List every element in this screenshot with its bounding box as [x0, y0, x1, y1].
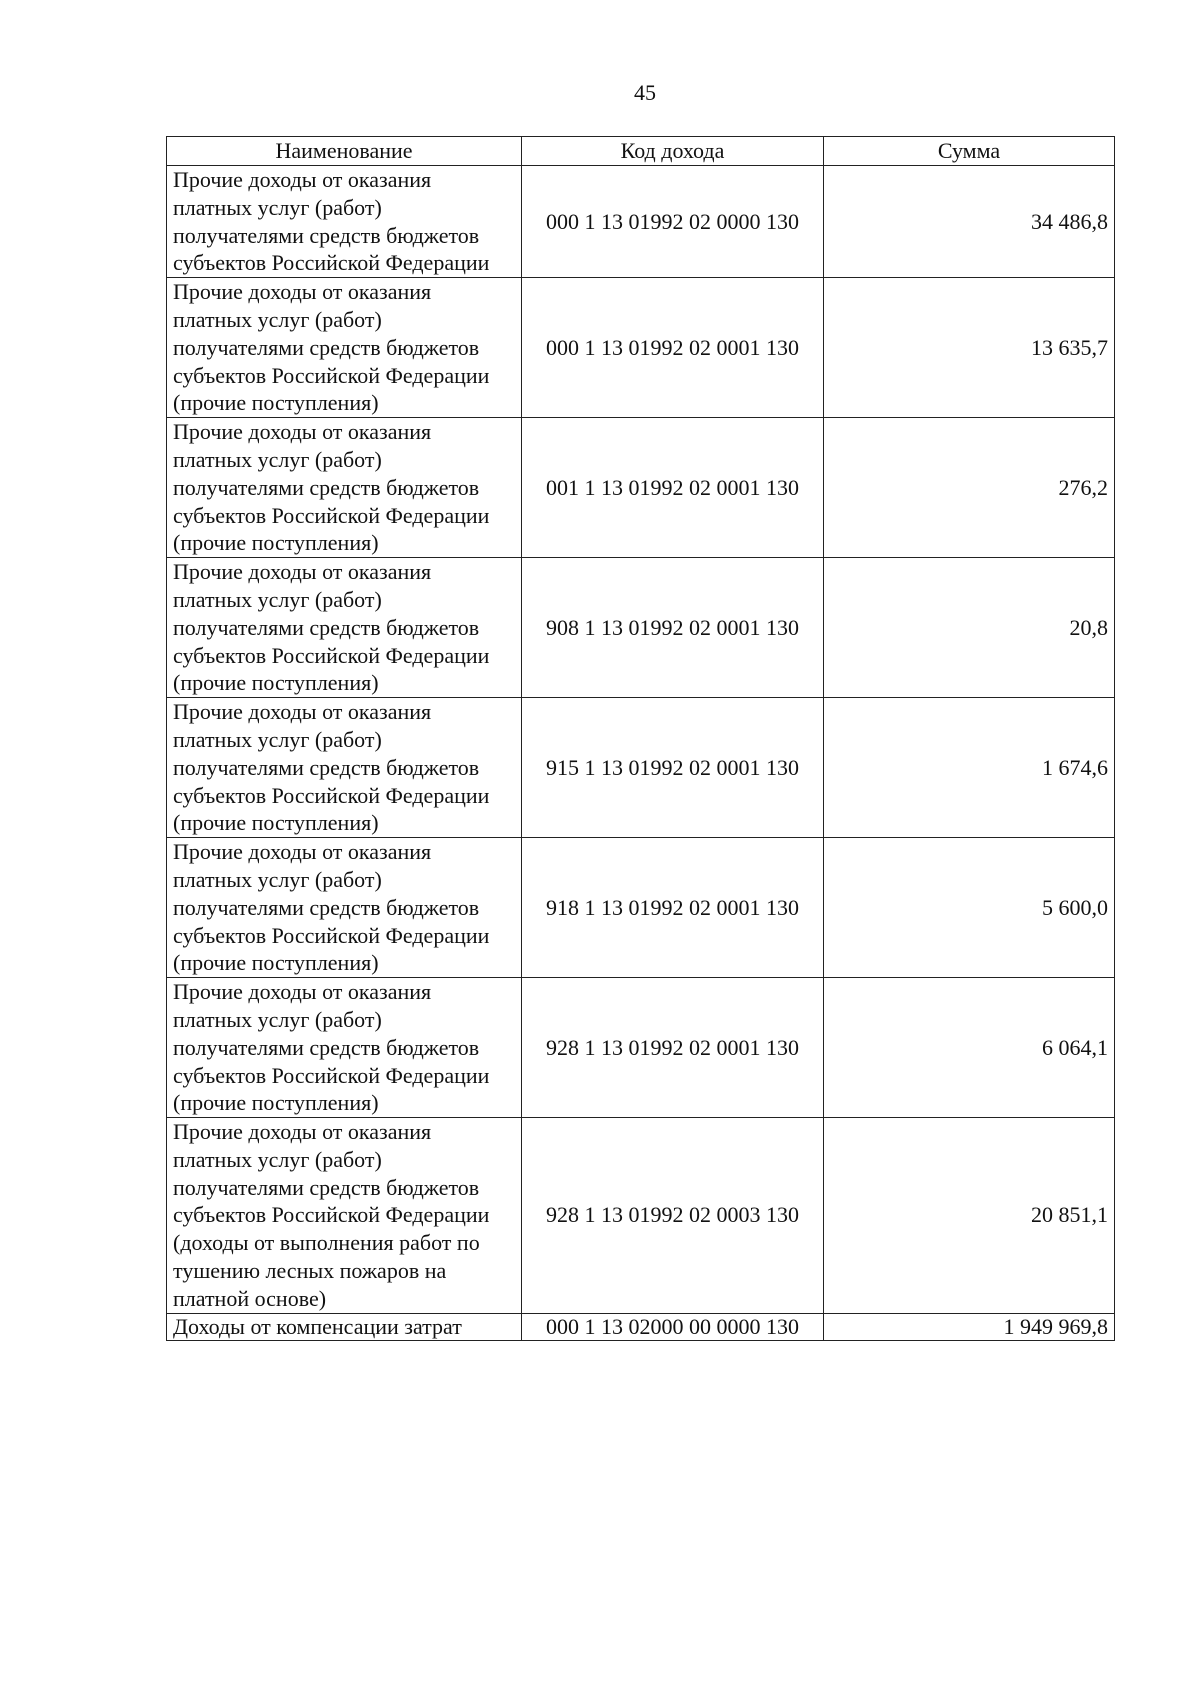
- table-row: [167, 978, 1115, 1118]
- income-sum: 1 674,6: [824, 698, 1115, 838]
- income-code: 000 1 13 01992 02 0001 130: [522, 278, 824, 418]
- income-sum: 5 600,0: [824, 838, 1115, 978]
- page-number: 45: [634, 80, 656, 105]
- table-row: [167, 166, 1115, 278]
- header-code: Код дохода: [522, 137, 824, 166]
- table-row: [167, 278, 1115, 418]
- income-code: 001 1 13 01992 02 0001 130: [522, 418, 824, 558]
- income-code: 915 1 13 01992 02 0001 130: [522, 698, 824, 838]
- header-name: Наименование: [167, 137, 522, 166]
- table-row: [167, 558, 1115, 698]
- income-name: Прочие доходы от оказания платных услуг (работ) получателями средств бюджетов субъектов Российской Федерации (доходы от выполнения работ по тушению лесных пожаров на платной основе): [167, 1118, 522, 1314]
- income-name: Доходы от компенсации затрат: [167, 1313, 522, 1340]
- income-name: Прочие доходы от оказания платных услуг (работ) получателями средств бюджетов субъектов Российской Федерации (прочие поступления): [167, 278, 522, 418]
- income-sum: 276,2: [824, 418, 1115, 558]
- income-name: Прочие доходы от оказания платных услуг (работ) получателями средств бюджетов субъектов Российской Федерации: [167, 166, 522, 278]
- header-sum: Сумма: [824, 137, 1115, 166]
- income-sum: 13 635,7: [824, 278, 1115, 418]
- income-code: 000 1 13 01992 02 0000 130: [522, 166, 824, 278]
- income-name: Прочие доходы от оказания платных услуг (работ) получателями средств бюджетов субъектов Российской Федерации (прочие поступления): [167, 698, 522, 838]
- income-table: [166, 136, 1115, 1341]
- table-row-total: [167, 1313, 1115, 1340]
- income-name: Прочие доходы от оказания платных услуг (работ) получателями средств бюджетов субъектов Российской Федерации (прочие поступления): [167, 838, 522, 978]
- income-sum: 6 064,1: [824, 978, 1115, 1118]
- income-code: 908 1 13 01992 02 0001 130: [522, 558, 824, 698]
- table-row: [167, 698, 1115, 838]
- income-sum: 20,8: [824, 558, 1115, 698]
- income-code: 000 1 13 02000 00 0000 130: [522, 1313, 824, 1340]
- table-row: [167, 838, 1115, 978]
- table-header-row: [167, 137, 1115, 166]
- income-sum: 1 949 969,8: [824, 1313, 1115, 1340]
- income-sum: 20 851,1: [824, 1118, 1115, 1314]
- income-code: 928 1 13 01992 02 0001 130: [522, 978, 824, 1118]
- income-code: 918 1 13 01992 02 0001 130: [522, 838, 824, 978]
- table-row: [167, 418, 1115, 558]
- income-sum: 34 486,8: [824, 166, 1115, 278]
- income-name: Прочие доходы от оказания платных услуг (работ) получателями средств бюджетов субъектов Российской Федерации (прочие поступления): [167, 418, 522, 558]
- income-name: Прочие доходы от оказания платных услуг (работ) получателями средств бюджетов субъектов Российской Федерации (прочие поступления): [167, 558, 522, 698]
- income-code: 928 1 13 01992 02 0003 130: [522, 1118, 824, 1314]
- table-row: [167, 1118, 1115, 1314]
- income-name: Прочие доходы от оказания платных услуг (работ) получателями средств бюджетов субъектов Российской Федерации (прочие поступления): [167, 978, 522, 1118]
